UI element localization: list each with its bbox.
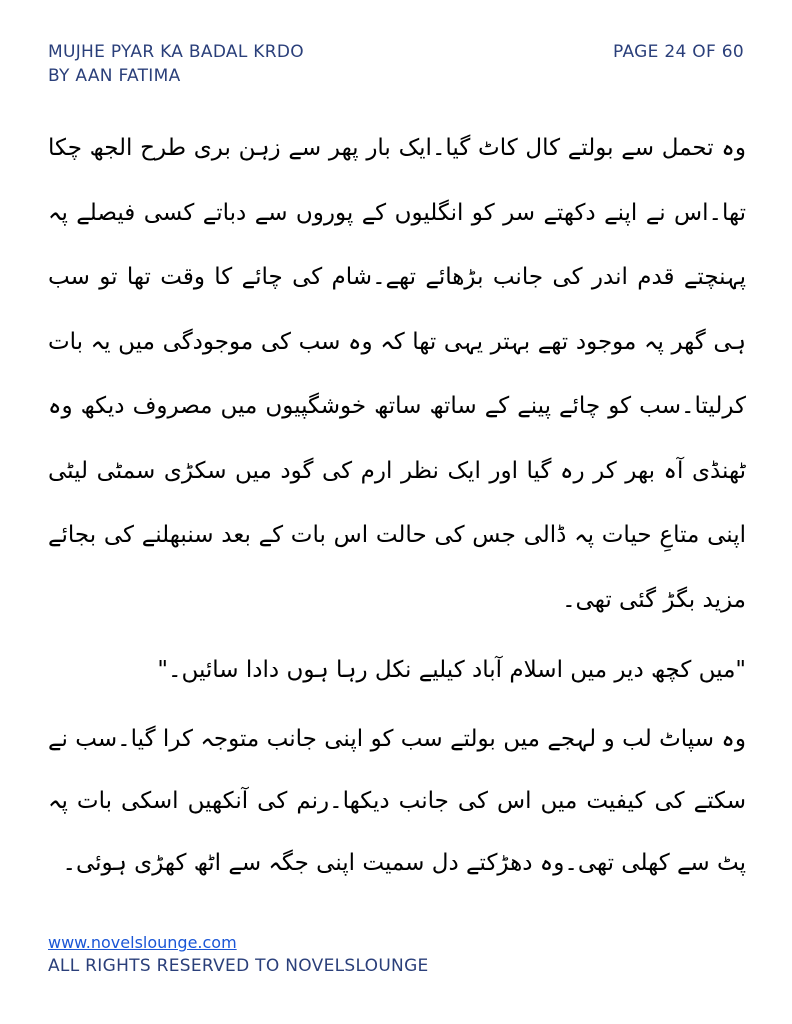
website-link[interactable]: www.novelslounge.com — [48, 933, 237, 952]
page-body — [48, 116, 746, 894]
paragraph: وہ سپاٹ لب و لہجے میں بولتے سب کو اپنی جانب متوجہ کرا گیا۔سب نے سکتے کی کیفیت میں اس کی جانب دیکھا۔رنم کی آنکھیں اسکی بات پہ پٹ سے کھلی تھی۔وہ دھڑکتے دل سمیت اپنی جگہ سے اٹھ کھڑی ہوئی۔ — [48, 726, 746, 876]
paragraph: وہ تحمل سے بولتے کال کاٹ گیا۔ایک بار پھر سے زہن بری طرح الجھ چکا تھا۔اس نے اپنے دکھتے سر کو انگلیوں کے پوروں سے دباتے کسی فیصلے پہ پہنچتے قدم اندر کی جانب بڑھائے تھے۔شام کی چائے کا وقت تھا تو سب ہی گھر پہ موجود تھے بہتر یہی تھا کہ وہ سب کی موجودگی میں یہ بات کرلیتا۔سب کو چائے پینے کے ساتھ ساتھ خوشگپیوں میں مصروف دیکھ وہ ٹھنڈی آہ بھر کر رہ گیا اور ایک نظر ارم کی گود میں سکڑی سمٹی لیٹی اپنی متاعِ حیات پہ ڈالی جس کی حالت اس بات کے بعد سنبھلنے کی بجائے مزید بگڑ گئی تھی۔ — [48, 135, 746, 613]
copyright-notice: ALL RIGHTS RESERVED TO NOVELSLOUNGE — [48, 956, 429, 976]
dialogue-paragraph: "میں کچھ دیر میں اسلام آباد کیلیے نکل رہا ہوں دادا سائیں۔" — [157, 657, 746, 683]
novel-title: MUJHE PYAR KA BADAL KRDO — [48, 42, 304, 62]
author-name: BY AAN FATIMA — [48, 66, 181, 86]
page-footer — [48, 932, 429, 978]
page-number: PAGE 24 OF 60 — [613, 42, 744, 62]
